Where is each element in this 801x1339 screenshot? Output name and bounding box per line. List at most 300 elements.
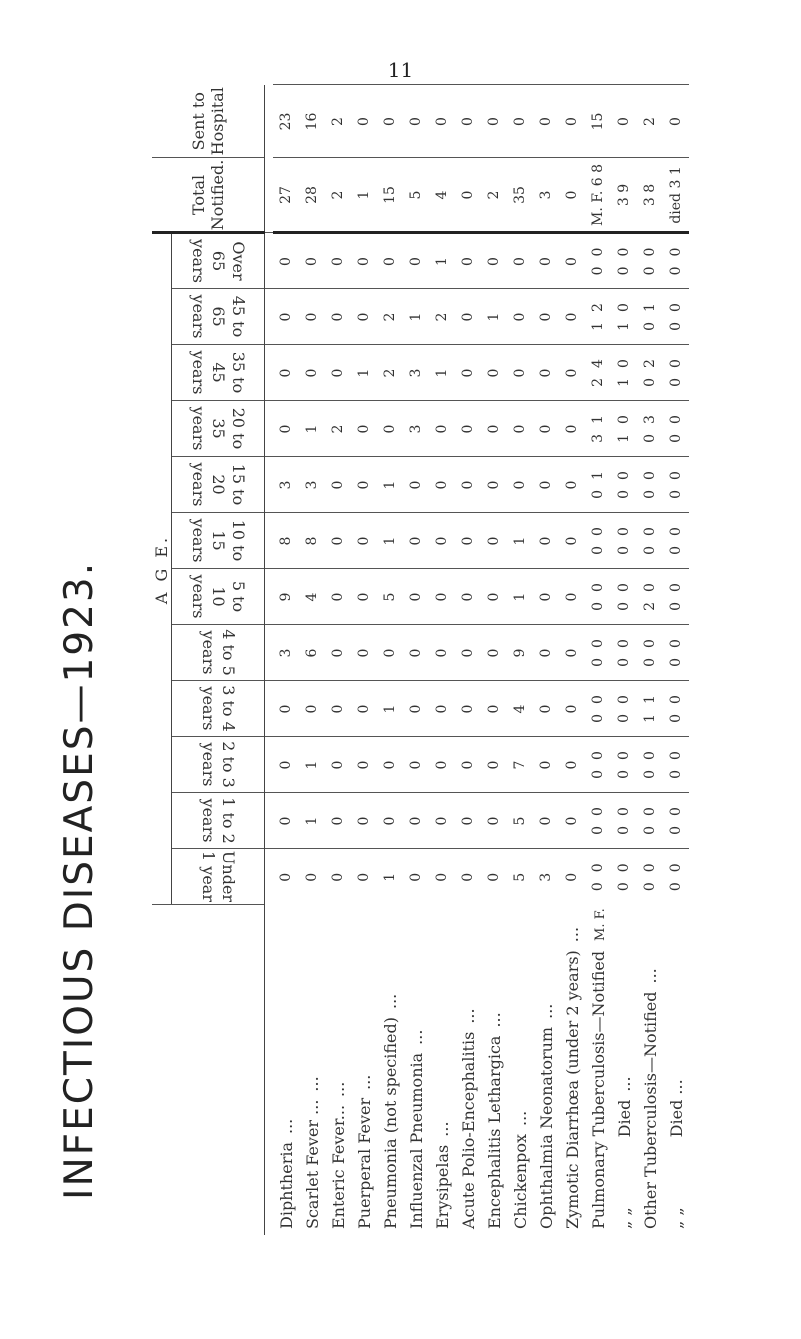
age-count-cell: 0 (559, 345, 585, 401)
male-count: 0 (616, 602, 632, 611)
infectious-diseases-table (152, 85, 752, 1235)
age-count-cell: 0 (455, 793, 481, 849)
male-count: 0 (616, 770, 632, 779)
age-count-cell: 0 (325, 513, 351, 569)
age-count-cell (637, 233, 663, 289)
sent-to-hospital-cell: 23 (273, 85, 299, 158)
age-column-header (172, 849, 265, 905)
age-count-cell: 0 (481, 737, 507, 793)
female-count: 0 (642, 751, 658, 760)
age-count-cell: 3 (403, 345, 429, 401)
male-count: 0 (616, 882, 632, 892)
disease-name (481, 905, 507, 1235)
female-count: 0 (616, 527, 632, 536)
female-count: 0 (668, 807, 684, 816)
age-count-cell: 4 (299, 569, 325, 625)
age-count-cell: 0 (403, 569, 429, 625)
spacer-cell (265, 625, 274, 681)
age-count-cell (585, 457, 611, 513)
age-count-cell: 5 (507, 793, 533, 849)
sex-label: M. F. (592, 908, 608, 941)
spacer-row (265, 85, 274, 1235)
disease-label: Influenzal Pneumonia (406, 1052, 426, 1229)
age-count-cell (585, 233, 611, 289)
female-count: 0 (668, 695, 684, 704)
female-count: 0 (616, 695, 632, 704)
sent-to-hospital-cell: 2 (637, 85, 663, 158)
female-count: 1 (590, 415, 606, 424)
leader-dots: ... (380, 993, 400, 1009)
male-count: 0 (642, 658, 658, 667)
age-column-label: 5 to 10 years (189, 575, 248, 619)
age-count-cell: 0 (533, 457, 559, 513)
age-column-header (172, 681, 265, 737)
age-count-cell (585, 401, 611, 457)
age-count-cell: 0 (455, 569, 481, 625)
disease-name (611, 905, 637, 1235)
age-count-cell (637, 569, 663, 625)
age-count-cell: 0 (325, 345, 351, 401)
ditto-mark: „ „ (666, 1207, 686, 1229)
age-count-cell: 0 (429, 513, 455, 569)
male-count: 1 (616, 434, 632, 443)
table (152, 84, 689, 1235)
age-count-cell: 0 (299, 849, 325, 905)
disease-label: Pulmonary Tuberculosis—Notified (588, 950, 608, 1229)
age-count-cell: 0 (559, 793, 585, 849)
age-count-cell (637, 849, 663, 905)
age-count-cell (637, 289, 663, 345)
female-count: 1 (642, 695, 658, 704)
female-count: 0 (642, 863, 658, 873)
age-count-cell: 3 (533, 849, 559, 905)
disease-label: Encephalitis Lethargica (484, 1035, 504, 1229)
age-column-label: 4 to 5 years (199, 629, 238, 677)
age-count-cell: 4 (507, 681, 533, 737)
disease-label: Zymotic Diarrhœa (under 2 years) (562, 950, 582, 1229)
sent-to-hospital-cell: 0 (507, 85, 533, 158)
age-count-cell: 0 (325, 793, 351, 849)
age-column-header (172, 233, 265, 289)
female-count: 0 (590, 527, 606, 536)
male-count: 0 (616, 546, 632, 555)
male-count: 0 (590, 546, 606, 555)
female-count: 2 (590, 303, 606, 312)
age-count-cell: 1 (429, 233, 455, 289)
female-count: 0 (668, 583, 684, 592)
male-count: 0 (590, 882, 606, 892)
age-count-cell: 0 (325, 681, 351, 737)
male-count: 0 (668, 770, 684, 779)
disease-name (559, 905, 585, 1235)
table-row (585, 85, 611, 1235)
male-count: 1 (616, 378, 632, 387)
table-row (481, 85, 507, 1235)
male-count: 0 (642, 826, 658, 835)
age-count-cell: 0 (273, 345, 299, 401)
sent-to-hospital-cell: 0 (663, 85, 689, 158)
female-count: 0 (590, 247, 606, 257)
leader-dots: ... (328, 1081, 348, 1097)
age-count-cell (637, 625, 663, 681)
age-count-cell: 0 (325, 737, 351, 793)
age-count-cell: 0 (559, 849, 585, 905)
age-column-label: 45 to 65 years (189, 295, 248, 339)
age-count-cell: 1 (377, 849, 403, 905)
ditto-mark: „ „ (614, 1207, 634, 1229)
male-count: 0 (590, 602, 606, 611)
age-count-cell: 0 (559, 401, 585, 457)
female-count: 0 (642, 527, 658, 536)
age-count-cell: 0 (429, 401, 455, 457)
age-count-cell: 0 (481, 457, 507, 513)
age-count-cell: 0 (533, 681, 559, 737)
age-column-label: 35 to 45 years (189, 351, 248, 395)
female-count: 0 (616, 751, 632, 760)
header-row-age (152, 85, 172, 1235)
age-count-cell: 0 (507, 457, 533, 513)
female-count: 0 (642, 247, 658, 257)
disease-name (403, 905, 429, 1235)
age-count-cell (637, 513, 663, 569)
disease-label: Pneumonia (not specified) (380, 1016, 400, 1229)
sent-to-hospital-cell: 0 (351, 85, 377, 158)
male-count: 0 (642, 490, 658, 499)
age-column-label: 10 to 15 years (189, 519, 248, 563)
table-row (533, 85, 559, 1235)
age-count-cell (585, 345, 611, 401)
age-count-cell: 0 (481, 401, 507, 457)
age-count-cell: 0 (533, 345, 559, 401)
female-count: 0 (590, 807, 606, 816)
male-count: 1 (642, 714, 658, 723)
female-count: 0 (616, 583, 632, 592)
spacer-cell (265, 737, 274, 793)
age-count-cell (663, 401, 689, 457)
sent-to-hospital-cell: 0 (429, 85, 455, 158)
sent-to-hospital-cell: 15 (585, 85, 611, 158)
age-count-cell: 1 (377, 681, 403, 737)
age-count-cell (585, 737, 611, 793)
spacer-cell (265, 233, 274, 289)
leader-dots: ... (562, 926, 582, 943)
age-count-cell (611, 737, 637, 793)
disease-name (455, 905, 481, 1235)
age-count-cell: 0 (559, 569, 585, 625)
age-count-cell: 2 (429, 289, 455, 345)
age-count-cell: 0 (299, 345, 325, 401)
age-count-cell: 0 (533, 625, 559, 681)
age-column-label: 15 to 20 years (189, 463, 248, 507)
age-count-cell (585, 849, 611, 905)
male-count: 0 (590, 266, 606, 276)
table-body (265, 85, 690, 1235)
age-count-cell (663, 681, 689, 737)
total-notified-cell: 28 (299, 158, 325, 233)
age-count-cell: 0 (429, 625, 455, 681)
age-count-cell: 0 (351, 513, 377, 569)
leader-dots: ... (432, 1121, 452, 1137)
age-count-cell: 0 (325, 849, 351, 905)
table-row (403, 85, 429, 1235)
total-notified-cell: 4 (429, 158, 455, 233)
age-count-cell (585, 289, 611, 345)
age-column-header (172, 569, 265, 625)
age-count-cell: 8 (299, 513, 325, 569)
spacer-cell (265, 513, 274, 569)
age-column-label: 3 to 4 years (199, 685, 238, 733)
male-count: 0 (642, 266, 658, 276)
spacer-cell (265, 905, 274, 1235)
age-count-cell: 0 (429, 681, 455, 737)
age-count-cell: 0 (481, 793, 507, 849)
male-count: 0 (668, 602, 684, 611)
male-count: 0 (590, 490, 606, 499)
age-count-cell: 1 (507, 513, 533, 569)
disease-label: Puerperal Fever (354, 1097, 374, 1229)
age-count-cell: 0 (455, 345, 481, 401)
age-count-cell: 0 (455, 681, 481, 737)
disease-name (533, 905, 559, 1235)
disease-label: Diphtheria (276, 1142, 296, 1229)
spacer-cell (265, 849, 274, 905)
age-count-cell: 0 (273, 289, 299, 345)
age-count-cell: 0 (429, 793, 455, 849)
female-count: 0 (616, 807, 632, 816)
spacer-cell (265, 457, 274, 513)
sent-to-hospital-cell: 2 (325, 85, 351, 158)
side-title: INFECTIOUS DISEASES—1923. (57, 560, 102, 1200)
total-notified-cell: 0 (455, 158, 481, 233)
age-count-cell (611, 849, 637, 905)
female-count: 0 (668, 751, 684, 760)
leader-dots: ... (302, 1076, 322, 1092)
age-count-cell: 0 (325, 625, 351, 681)
age-count-cell: 0 (403, 793, 429, 849)
disease-name (351, 905, 377, 1235)
age-count-cell (637, 793, 663, 849)
male-count: 0 (668, 378, 684, 387)
leader-dots: ... (354, 1074, 374, 1090)
age-count-cell (611, 569, 637, 625)
disease-label: Ophthalmia Neonatorum (536, 1026, 556, 1229)
disease-name (585, 905, 611, 1235)
male-count: 0 (590, 770, 606, 779)
age-count-cell: 0 (351, 569, 377, 625)
age-count-cell: 0 (351, 457, 377, 513)
age-count-cell: 0 (481, 681, 507, 737)
male-count: 0 (642, 546, 658, 555)
age-count-cell: 0 (351, 793, 377, 849)
table-row (351, 85, 377, 1235)
age-count-cell (611, 681, 637, 737)
disease-label: Erysipelas (432, 1144, 452, 1229)
male-count: 0 (642, 322, 658, 331)
age-count-cell (637, 457, 663, 513)
total-notified-cell: 5 (403, 158, 429, 233)
disease-name (377, 905, 403, 1235)
male-count: 2 (590, 378, 606, 387)
male-count: 0 (668, 882, 684, 892)
age-count-cell: 1 (351, 345, 377, 401)
age-count-cell: 0 (455, 401, 481, 457)
age-count-cell: 0 (559, 457, 585, 513)
disease-name (637, 905, 663, 1235)
female-count: 0 (616, 359, 632, 368)
total-notified-cell: 35 (507, 158, 533, 233)
female-count: 0 (668, 303, 684, 312)
age-count-cell (663, 513, 689, 569)
age-count-cell (663, 569, 689, 625)
disease-label: Chickenpox (510, 1134, 530, 1229)
age-count-cell: 0 (403, 513, 429, 569)
total-notified-cell: 27 (273, 158, 299, 233)
disease-label: Enteric Fever... (328, 1104, 348, 1229)
age-count-cell: 0 (559, 513, 585, 569)
disease-label: Other Tuberculosis—Notified (640, 991, 660, 1229)
age-column-label: Under 1 year (199, 851, 238, 903)
age-column-header (172, 345, 265, 401)
age-count-cell: 9 (507, 625, 533, 681)
female-count: 1 (590, 471, 606, 480)
female-count: 2 (642, 359, 658, 368)
age-count-cell: 7 (507, 737, 533, 793)
page-number: 11 (387, 58, 414, 82)
age-count-cell: 0 (455, 513, 481, 569)
age-count-cell: 0 (481, 233, 507, 289)
age-count-cell: 0 (455, 849, 481, 905)
age-count-cell (611, 793, 637, 849)
total-notified-cell: 2 (325, 158, 351, 233)
age-count-cell: 0 (429, 457, 455, 513)
female-count: 0 (668, 863, 684, 873)
male-count: 0 (616, 658, 632, 667)
age-count-cell: 0 (455, 625, 481, 681)
age-count-cell: 0 (351, 737, 377, 793)
male-count: 1 (616, 322, 632, 331)
age-count-cell: 0 (455, 457, 481, 513)
age-count-cell: 0 (377, 793, 403, 849)
female-count: 0 (642, 807, 658, 816)
spacer-cell (265, 569, 274, 625)
age-count-cell (637, 345, 663, 401)
female-count: 4 (590, 359, 606, 368)
male-count: 0 (616, 714, 632, 723)
age-count-cell: 1 (377, 513, 403, 569)
age-count-cell: 3 (403, 401, 429, 457)
age-count-cell: 3 (273, 625, 299, 681)
age-count-cell: 0 (299, 681, 325, 737)
age-count-cell: 1 (377, 457, 403, 513)
age-column-label: 20 to 35 years (189, 407, 248, 451)
female-count: 0 (590, 863, 606, 873)
age-count-cell: 0 (533, 569, 559, 625)
age-count-cell (637, 681, 663, 737)
male-count: 0 (590, 658, 606, 667)
male-count: 0 (642, 882, 658, 892)
female-count: 0 (616, 639, 632, 648)
female-count: 0 (590, 639, 606, 648)
age-count-cell: 0 (429, 849, 455, 905)
age-count-cell (585, 569, 611, 625)
age-count-cell: 0 (559, 681, 585, 737)
age-count-cell (637, 401, 663, 457)
age-count-cell: 5 (377, 569, 403, 625)
female-count: 0 (668, 527, 684, 536)
female-count: 0 (642, 583, 658, 592)
age-count-cell: 2 (325, 401, 351, 457)
male-count: 3 (590, 434, 606, 443)
sent-to-hospital-cell: 0 (559, 85, 585, 158)
age-column-label: 2 to 3 years (199, 741, 238, 789)
age-count-cell: 5 (507, 849, 533, 905)
leader-dots: ... (276, 1118, 296, 1134)
age-count-cell: 0 (455, 289, 481, 345)
female-count: 0 (590, 751, 606, 760)
male-count: 0 (616, 826, 632, 835)
male-count: 0 (590, 714, 606, 723)
age-count-cell: 0 (273, 681, 299, 737)
male-count: 0 (668, 322, 684, 331)
age-count-cell: 1 (299, 793, 325, 849)
age-column-label: Over 65 years (189, 239, 248, 284)
age-count-cell: 0 (403, 625, 429, 681)
sent-to-hospital-cell: 0 (403, 85, 429, 158)
table-row (559, 85, 585, 1235)
table-row (299, 85, 325, 1235)
age-count-cell (663, 737, 689, 793)
age-count-cell: 0 (351, 233, 377, 289)
table-row (637, 85, 663, 1235)
female-count: 1 (642, 303, 658, 312)
male-count: 0 (642, 434, 658, 443)
age-count-cell (585, 681, 611, 737)
age-count-cell: 0 (325, 569, 351, 625)
age-count-cell: 0 (533, 233, 559, 289)
female-count: 0 (668, 639, 684, 648)
age-count-cell (611, 625, 637, 681)
age-count-cell: 0 (455, 737, 481, 793)
age-count-cell (611, 401, 637, 457)
male-count: 0 (668, 714, 684, 723)
age-count-cell: 1 (299, 737, 325, 793)
age-count-cell: 0 (299, 289, 325, 345)
total-notified-cell: 15 (377, 158, 403, 233)
age-count-cell: 0 (481, 625, 507, 681)
disease-name (663, 905, 689, 1235)
age-count-cell: 0 (351, 401, 377, 457)
age-count-cell: 3 (273, 457, 299, 513)
age-count-cell: 0 (533, 513, 559, 569)
spacer-cell (265, 158, 274, 233)
age-count-cell (663, 345, 689, 401)
male-count: 1 (590, 322, 606, 331)
disease-name (273, 905, 299, 1235)
leader-dots: ... (510, 1110, 530, 1126)
age-count-cell (611, 513, 637, 569)
male-count: 0 (668, 546, 684, 555)
leader-dots: ... (614, 1076, 634, 1092)
age-count-cell (663, 625, 689, 681)
total-notified-cell: 3 (533, 158, 559, 233)
age-count-cell: 0 (403, 457, 429, 513)
age-count-cell (663, 233, 689, 289)
female-count: 0 (616, 303, 632, 312)
table-row (429, 85, 455, 1235)
age-count-cell: 0 (507, 345, 533, 401)
age-count-cell: 0 (403, 737, 429, 793)
age-column-header (172, 401, 265, 457)
